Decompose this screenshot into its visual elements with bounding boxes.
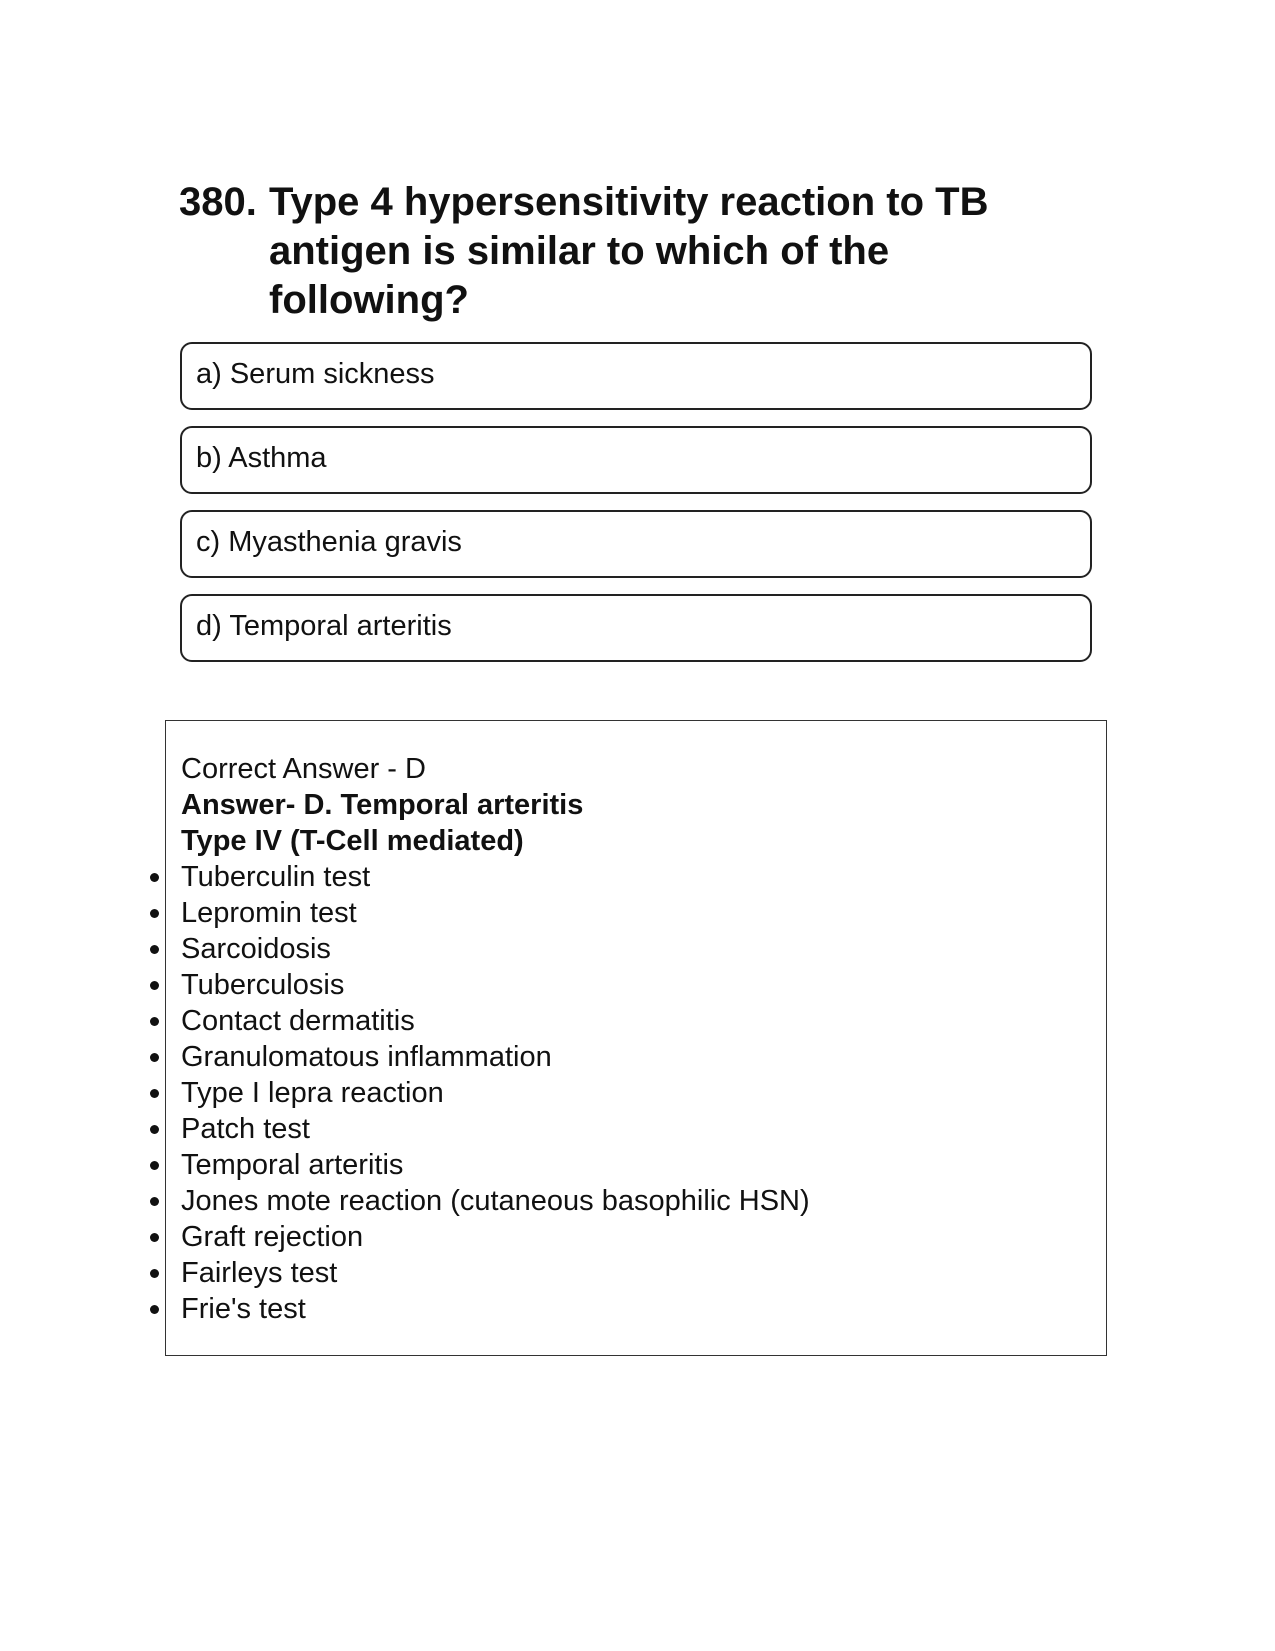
option-a[interactable]: a) Serum sickness — [180, 342, 1092, 410]
bullet-icon — [150, 1089, 159, 1098]
list-item-text: Patch test — [181, 1113, 310, 1145]
list-item-text: Sarcoidosis — [181, 933, 331, 965]
answer-explanation-box — [165, 720, 1107, 1356]
list-item — [181, 1111, 810, 1147]
bullet-icon — [150, 1269, 159, 1278]
bullet-icon — [150, 1305, 159, 1314]
bullet-icon — [150, 1161, 159, 1170]
list-item — [181, 931, 810, 967]
list-item — [181, 1147, 810, 1183]
list-item-text: Jones mote reaction (cutaneous basophilic HSN) — [181, 1185, 810, 1217]
list-item-text: Granulomatous inflammation — [181, 1041, 552, 1073]
list-item-text: Lepromin test — [181, 897, 357, 929]
list-item-text: Tuberculosis — [181, 969, 345, 1001]
list-item — [181, 1003, 810, 1039]
list-item — [181, 859, 810, 895]
answer-heading: Answer- D. Temporal arteritis — [181, 789, 584, 821]
answer-content — [181, 751, 810, 1327]
bullet-icon — [150, 981, 159, 990]
answer-subheading: Type IV (T-Cell mediated) — [181, 825, 524, 857]
bullet-icon — [150, 873, 159, 882]
list-item-text: Tuberculin test — [181, 861, 371, 893]
list-item-text: Temporal arteritis — [181, 1149, 404, 1181]
question-text: Type 4 hypersensitivity reaction to TB antigen is similar to which of the following? — [269, 180, 989, 322]
list-item — [181, 1219, 810, 1255]
list-item — [181, 1183, 810, 1219]
list-item — [181, 1039, 810, 1075]
correct-answer-line: Correct Answer - D — [181, 753, 426, 785]
bullet-icon — [150, 909, 159, 918]
list-item — [181, 1291, 810, 1327]
bullet-icon — [150, 1053, 159, 1062]
list-item-text: Type I lepra reaction — [181, 1077, 444, 1109]
options-list — [180, 342, 1092, 678]
option-d[interactable]: d) Temporal arteritis — [180, 594, 1092, 662]
option-c[interactable]: c) Myasthenia gravis — [180, 510, 1092, 578]
bullet-icon — [150, 945, 159, 954]
list-item — [181, 1255, 810, 1291]
question — [179, 178, 1079, 325]
bullet-icon — [150, 1233, 159, 1242]
list-item-text: Graft rejection — [181, 1221, 364, 1253]
type-iv-list — [181, 859, 810, 1327]
option-b[interactable]: b) Asthma — [180, 426, 1092, 494]
list-item-text: Frie's test — [181, 1293, 306, 1325]
bullet-icon — [150, 1017, 159, 1026]
question-number: 380. — [179, 180, 257, 224]
bullet-icon — [150, 1125, 159, 1134]
list-item-text: Contact dermatitis — [181, 1005, 415, 1037]
list-item — [181, 967, 810, 1003]
bullet-icon — [150, 1197, 159, 1206]
list-item-text: Fairleys test — [181, 1257, 338, 1289]
list-item — [181, 1075, 810, 1111]
list-item — [181, 895, 810, 931]
